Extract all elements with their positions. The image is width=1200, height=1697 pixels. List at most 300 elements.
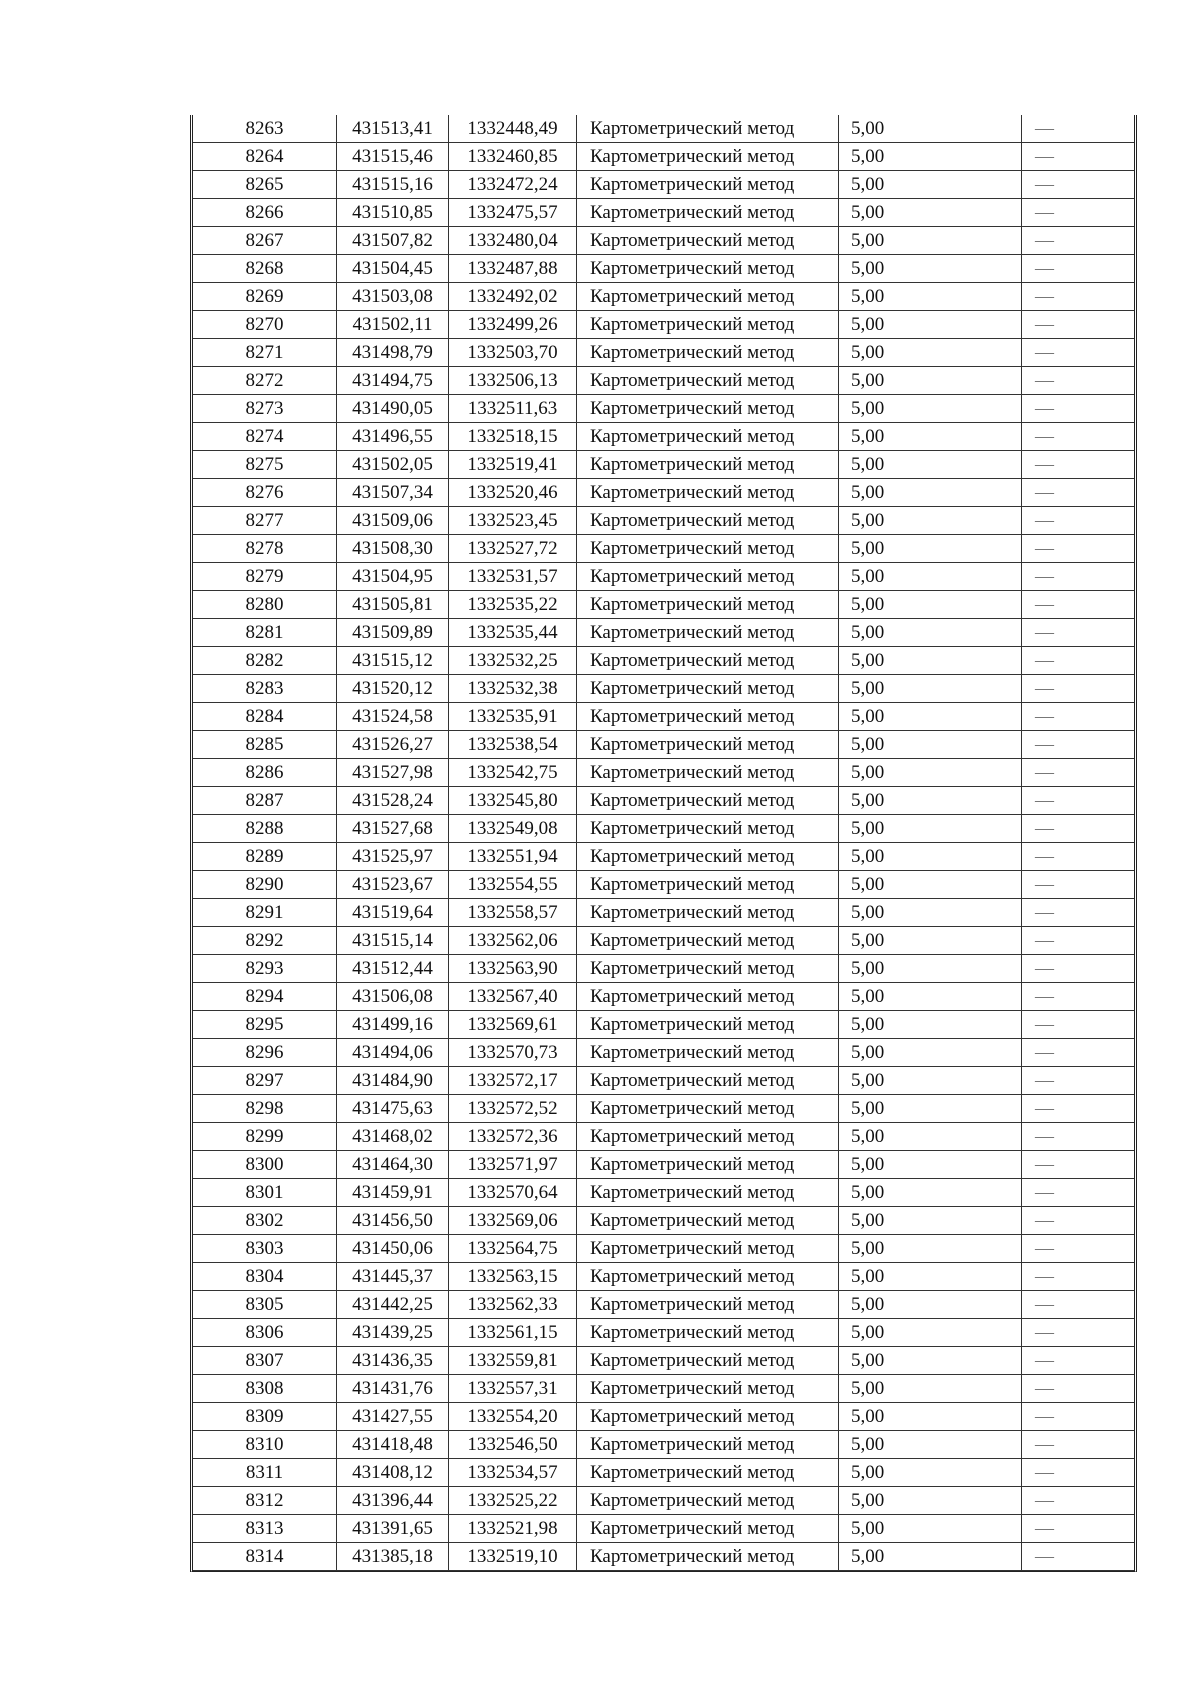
table-row	[193, 171, 1134, 199]
x-coordinate-cell: 431503,08	[337, 283, 449, 311]
point-number-cell: 8273	[193, 395, 337, 423]
description-cell: —	[1022, 1179, 1135, 1207]
table-row	[193, 983, 1134, 1011]
accuracy-cell: 5,00	[839, 367, 1022, 395]
method-cell: Картометрический метод	[577, 927, 839, 955]
method-cell: Картометрический метод	[577, 955, 839, 983]
method-cell: Картометрический метод	[577, 1431, 839, 1459]
y-coordinate-cell: 1332532,25	[449, 647, 577, 675]
description-cell: —	[1022, 1151, 1135, 1179]
coordinates-table	[193, 115, 1134, 1571]
point-number-cell: 8281	[193, 619, 337, 647]
point-number-cell: 8283	[193, 675, 337, 703]
y-coordinate-cell: 1332558,57	[449, 899, 577, 927]
table-row	[193, 927, 1134, 955]
accuracy-cell: 5,00	[839, 843, 1022, 871]
method-cell: Картометрический метод	[577, 1151, 839, 1179]
table-row	[193, 1011, 1134, 1039]
y-coordinate-cell: 1332561,15	[449, 1319, 577, 1347]
table-row	[193, 339, 1134, 367]
table-row	[193, 1431, 1134, 1459]
point-number-cell: 8307	[193, 1347, 337, 1375]
accuracy-cell: 5,00	[839, 1067, 1022, 1095]
y-coordinate-cell: 1332511,63	[449, 395, 577, 423]
point-number-cell: 8277	[193, 507, 337, 535]
x-coordinate-cell: 431528,24	[337, 787, 449, 815]
accuracy-cell: 5,00	[839, 983, 1022, 1011]
point-number-cell: 8310	[193, 1431, 337, 1459]
method-cell: Картометрический метод	[577, 899, 839, 927]
point-number-cell: 8263	[193, 115, 337, 143]
y-coordinate-cell: 1332472,24	[449, 171, 577, 199]
point-number-cell: 8304	[193, 1263, 337, 1291]
description-cell: —	[1022, 395, 1135, 423]
accuracy-cell: 5,00	[839, 1375, 1022, 1403]
x-coordinate-cell: 431502,11	[337, 311, 449, 339]
x-coordinate-cell: 431442,25	[337, 1291, 449, 1319]
x-coordinate-cell: 431515,16	[337, 171, 449, 199]
y-coordinate-cell: 1332563,90	[449, 955, 577, 983]
accuracy-cell: 5,00	[839, 1263, 1022, 1291]
x-coordinate-cell: 431484,90	[337, 1067, 449, 1095]
table-row	[193, 1235, 1134, 1263]
method-cell: Картометрический метод	[577, 507, 839, 535]
description-cell: —	[1022, 843, 1135, 871]
point-number-cell: 8288	[193, 815, 337, 843]
point-number-cell: 8308	[193, 1375, 337, 1403]
table-row	[193, 115, 1134, 143]
table-row	[193, 1067, 1134, 1095]
method-cell: Картометрический метод	[577, 1291, 839, 1319]
description-cell: —	[1022, 199, 1135, 227]
table-row	[193, 367, 1134, 395]
table-row	[193, 1347, 1134, 1375]
accuracy-cell: 5,00	[839, 507, 1022, 535]
method-cell: Картометрический метод	[577, 535, 839, 563]
x-coordinate-cell: 431450,06	[337, 1235, 449, 1263]
point-number-cell: 8294	[193, 983, 337, 1011]
description-cell: —	[1022, 675, 1135, 703]
x-coordinate-cell: 431524,58	[337, 703, 449, 731]
x-coordinate-cell: 431496,55	[337, 423, 449, 451]
method-cell: Картометрический метод	[577, 199, 839, 227]
point-number-cell: 8300	[193, 1151, 337, 1179]
accuracy-cell: 5,00	[839, 171, 1022, 199]
table-row	[193, 815, 1134, 843]
y-coordinate-cell: 1332531,57	[449, 563, 577, 591]
accuracy-cell: 5,00	[839, 1179, 1022, 1207]
method-cell: Картометрический метод	[577, 423, 839, 451]
x-coordinate-cell: 431507,34	[337, 479, 449, 507]
description-cell: —	[1022, 507, 1135, 535]
method-cell: Картометрический метод	[577, 563, 839, 591]
table-row	[193, 1291, 1134, 1319]
table-row	[193, 1319, 1134, 1347]
point-number-cell: 8284	[193, 703, 337, 731]
method-cell: Картометрический метод	[577, 1207, 839, 1235]
point-number-cell: 8309	[193, 1403, 337, 1431]
description-cell: —	[1022, 451, 1135, 479]
method-cell: Картометрический метод	[577, 787, 839, 815]
accuracy-cell: 5,00	[839, 563, 1022, 591]
point-number-cell: 8287	[193, 787, 337, 815]
table-row	[193, 703, 1134, 731]
accuracy-cell: 5,00	[839, 143, 1022, 171]
method-cell: Картометрический метод	[577, 171, 839, 199]
point-number-cell: 8297	[193, 1067, 337, 1095]
table-row	[193, 1095, 1134, 1123]
x-coordinate-cell: 431509,89	[337, 619, 449, 647]
y-coordinate-cell: 1332564,75	[449, 1235, 577, 1263]
table-row	[193, 507, 1134, 535]
table-row	[193, 1459, 1134, 1487]
description-cell: —	[1022, 927, 1135, 955]
point-number-cell: 8275	[193, 451, 337, 479]
x-coordinate-cell: 431456,50	[337, 1207, 449, 1235]
y-coordinate-cell: 1332572,52	[449, 1095, 577, 1123]
table-row	[193, 899, 1134, 927]
accuracy-cell: 5,00	[839, 675, 1022, 703]
y-coordinate-cell: 1332492,02	[449, 283, 577, 311]
table-row	[193, 563, 1134, 591]
method-cell: Картометрический метод	[577, 703, 839, 731]
y-coordinate-cell: 1332503,70	[449, 339, 577, 367]
accuracy-cell: 5,00	[839, 199, 1022, 227]
y-coordinate-cell: 1332545,80	[449, 787, 577, 815]
accuracy-cell: 5,00	[839, 1347, 1022, 1375]
point-number-cell: 8301	[193, 1179, 337, 1207]
point-number-cell: 8265	[193, 171, 337, 199]
point-number-cell: 8279	[193, 563, 337, 591]
description-cell: —	[1022, 899, 1135, 927]
description-cell: —	[1022, 423, 1135, 451]
accuracy-cell: 5,00	[839, 1235, 1022, 1263]
table-row	[193, 619, 1134, 647]
accuracy-cell: 5,00	[839, 955, 1022, 983]
point-number-cell: 8280	[193, 591, 337, 619]
x-coordinate-cell: 431385,18	[337, 1543, 449, 1571]
x-coordinate-cell: 431436,35	[337, 1347, 449, 1375]
y-coordinate-cell: 1332480,04	[449, 227, 577, 255]
table-row	[193, 479, 1134, 507]
accuracy-cell: 5,00	[839, 1011, 1022, 1039]
method-cell: Картометрический метод	[577, 759, 839, 787]
method-cell: Картометрический метод	[577, 675, 839, 703]
method-cell: Картометрический метод	[577, 311, 839, 339]
description-cell: —	[1022, 255, 1135, 283]
description-cell: —	[1022, 1067, 1135, 1095]
y-coordinate-cell: 1332532,38	[449, 675, 577, 703]
method-cell: Картометрический метод	[577, 1039, 839, 1067]
x-coordinate-cell: 431468,02	[337, 1123, 449, 1151]
table-row	[193, 731, 1134, 759]
y-coordinate-cell: 1332525,22	[449, 1487, 577, 1515]
description-cell: —	[1022, 1207, 1135, 1235]
accuracy-cell: 5,00	[839, 1487, 1022, 1515]
method-cell: Картометрический метод	[577, 1263, 839, 1291]
description-cell: —	[1022, 171, 1135, 199]
x-coordinate-cell: 431527,68	[337, 815, 449, 843]
point-number-cell: 8285	[193, 731, 337, 759]
y-coordinate-cell: 1332519,41	[449, 451, 577, 479]
x-coordinate-cell: 431515,12	[337, 647, 449, 675]
accuracy-cell: 5,00	[839, 703, 1022, 731]
description-cell: —	[1022, 647, 1135, 675]
accuracy-cell: 5,00	[839, 619, 1022, 647]
table-row	[193, 1207, 1134, 1235]
x-coordinate-cell: 431505,81	[337, 591, 449, 619]
accuracy-cell: 5,00	[839, 227, 1022, 255]
description-cell: —	[1022, 563, 1135, 591]
x-coordinate-cell: 431510,85	[337, 199, 449, 227]
table-row	[193, 871, 1134, 899]
accuracy-cell: 5,00	[839, 591, 1022, 619]
accuracy-cell: 5,00	[839, 1403, 1022, 1431]
method-cell: Картометрический метод	[577, 1347, 839, 1375]
point-number-cell: 8311	[193, 1459, 337, 1487]
y-coordinate-cell: 1332559,81	[449, 1347, 577, 1375]
accuracy-cell: 5,00	[839, 1543, 1022, 1571]
y-coordinate-cell: 1332534,57	[449, 1459, 577, 1487]
y-coordinate-cell: 1332518,15	[449, 423, 577, 451]
description-cell: —	[1022, 983, 1135, 1011]
table-row	[193, 675, 1134, 703]
description-cell: —	[1022, 591, 1135, 619]
accuracy-cell: 5,00	[839, 311, 1022, 339]
point-number-cell: 8272	[193, 367, 337, 395]
description-cell: —	[1022, 535, 1135, 563]
point-number-cell: 8268	[193, 255, 337, 283]
table-row	[193, 451, 1134, 479]
x-coordinate-cell: 431391,65	[337, 1515, 449, 1543]
y-coordinate-cell: 1332569,61	[449, 1011, 577, 1039]
method-cell: Картометрический метод	[577, 1123, 839, 1151]
accuracy-cell: 5,00	[839, 115, 1022, 143]
method-cell: Картометрический метод	[577, 1095, 839, 1123]
accuracy-cell: 5,00	[839, 731, 1022, 759]
table-row	[193, 423, 1134, 451]
accuracy-cell: 5,00	[839, 255, 1022, 283]
table-row	[193, 143, 1134, 171]
x-coordinate-cell: 431509,06	[337, 507, 449, 535]
description-cell: —	[1022, 1291, 1135, 1319]
table-row	[193, 591, 1134, 619]
method-cell: Картометрический метод	[577, 1543, 839, 1571]
table-row	[193, 255, 1134, 283]
y-coordinate-cell: 1332557,31	[449, 1375, 577, 1403]
method-cell: Картометрический метод	[577, 367, 839, 395]
accuracy-cell: 5,00	[839, 1039, 1022, 1067]
table-row	[193, 199, 1134, 227]
x-coordinate-cell: 431418,48	[337, 1431, 449, 1459]
description-cell: —	[1022, 955, 1135, 983]
y-coordinate-cell: 1332519,10	[449, 1543, 577, 1571]
method-cell: Картометрический метод	[577, 1319, 839, 1347]
method-cell: Картометрический метод	[577, 339, 839, 367]
accuracy-cell: 5,00	[839, 479, 1022, 507]
table-row	[193, 535, 1134, 563]
y-coordinate-cell: 1332535,91	[449, 703, 577, 731]
y-coordinate-cell: 1332554,20	[449, 1403, 577, 1431]
description-cell: —	[1022, 1543, 1135, 1571]
x-coordinate-cell: 431525,97	[337, 843, 449, 871]
accuracy-cell: 5,00	[839, 787, 1022, 815]
accuracy-cell: 5,00	[839, 535, 1022, 563]
y-coordinate-cell: 1332562,06	[449, 927, 577, 955]
point-number-cell: 8282	[193, 647, 337, 675]
accuracy-cell: 5,00	[839, 451, 1022, 479]
description-cell: —	[1022, 1263, 1135, 1291]
x-coordinate-cell: 431475,63	[337, 1095, 449, 1123]
method-cell: Картометрический метод	[577, 815, 839, 843]
y-coordinate-cell: 1332549,08	[449, 815, 577, 843]
method-cell: Картометрический метод	[577, 731, 839, 759]
accuracy-cell: 5,00	[839, 339, 1022, 367]
method-cell: Картометрический метод	[577, 1375, 839, 1403]
method-cell: Картометрический метод	[577, 591, 839, 619]
x-coordinate-cell: 431512,44	[337, 955, 449, 983]
accuracy-cell: 5,00	[839, 815, 1022, 843]
description-cell: —	[1022, 1403, 1135, 1431]
x-coordinate-cell: 431513,41	[337, 115, 449, 143]
x-coordinate-cell: 431427,55	[337, 1403, 449, 1431]
method-cell: Картометрический метод	[577, 1011, 839, 1039]
accuracy-cell: 5,00	[839, 1207, 1022, 1235]
y-coordinate-cell: 1332506,13	[449, 367, 577, 395]
x-coordinate-cell: 431515,14	[337, 927, 449, 955]
description-cell: —	[1022, 143, 1135, 171]
y-coordinate-cell: 1332571,97	[449, 1151, 577, 1179]
description-cell: —	[1022, 1319, 1135, 1347]
description-cell: —	[1022, 227, 1135, 255]
table-row	[193, 1263, 1134, 1291]
x-coordinate-cell: 431459,91	[337, 1179, 449, 1207]
method-cell: Картометрический метод	[577, 451, 839, 479]
accuracy-cell: 5,00	[839, 871, 1022, 899]
x-coordinate-cell: 431526,27	[337, 731, 449, 759]
y-coordinate-cell: 1332535,44	[449, 619, 577, 647]
x-coordinate-cell: 431396,44	[337, 1487, 449, 1515]
y-coordinate-cell: 1332523,45	[449, 507, 577, 535]
description-cell: —	[1022, 703, 1135, 731]
method-cell: Картометрический метод	[577, 395, 839, 423]
accuracy-cell: 5,00	[839, 1095, 1022, 1123]
description-cell: —	[1022, 1011, 1135, 1039]
accuracy-cell: 5,00	[839, 1515, 1022, 1543]
x-coordinate-cell: 431490,05	[337, 395, 449, 423]
method-cell: Картометрический метод	[577, 871, 839, 899]
x-coordinate-cell: 431498,79	[337, 339, 449, 367]
point-number-cell: 8276	[193, 479, 337, 507]
description-cell: —	[1022, 1515, 1135, 1543]
x-coordinate-cell: 431504,45	[337, 255, 449, 283]
method-cell: Картометрический метод	[577, 255, 839, 283]
x-coordinate-cell: 431464,30	[337, 1151, 449, 1179]
x-coordinate-cell: 431520,12	[337, 675, 449, 703]
y-coordinate-cell: 1332572,36	[449, 1123, 577, 1151]
description-cell: —	[1022, 871, 1135, 899]
x-coordinate-cell: 431523,67	[337, 871, 449, 899]
x-coordinate-cell: 431502,05	[337, 451, 449, 479]
accuracy-cell: 5,00	[839, 1123, 1022, 1151]
y-coordinate-cell: 1332542,75	[449, 759, 577, 787]
table-row	[193, 1403, 1134, 1431]
table-row	[193, 1151, 1134, 1179]
method-cell: Картометрический метод	[577, 619, 839, 647]
method-cell: Картометрический метод	[577, 1403, 839, 1431]
description-cell: —	[1022, 1123, 1135, 1151]
method-cell: Картометрический метод	[577, 115, 839, 143]
table-row	[193, 1179, 1134, 1207]
description-cell: —	[1022, 1459, 1135, 1487]
x-coordinate-cell: 431519,64	[337, 899, 449, 927]
x-coordinate-cell: 431445,37	[337, 1263, 449, 1291]
table-row	[193, 759, 1134, 787]
description-cell: —	[1022, 1431, 1135, 1459]
description-cell: —	[1022, 1039, 1135, 1067]
y-coordinate-cell: 1332527,72	[449, 535, 577, 563]
x-coordinate-cell: 431499,16	[337, 1011, 449, 1039]
y-coordinate-cell: 1332538,54	[449, 731, 577, 759]
y-coordinate-cell: 1332570,64	[449, 1179, 577, 1207]
x-coordinate-cell: 431494,75	[337, 367, 449, 395]
point-number-cell: 8267	[193, 227, 337, 255]
description-cell: —	[1022, 283, 1135, 311]
y-coordinate-cell: 1332546,50	[449, 1431, 577, 1459]
table-row	[193, 787, 1134, 815]
point-number-cell: 8290	[193, 871, 337, 899]
y-coordinate-cell: 1332570,73	[449, 1039, 577, 1067]
description-cell: —	[1022, 731, 1135, 759]
description-cell: —	[1022, 787, 1135, 815]
method-cell: Картометрический метод	[577, 1179, 839, 1207]
point-number-cell: 8303	[193, 1235, 337, 1263]
description-cell: —	[1022, 619, 1135, 647]
accuracy-cell: 5,00	[839, 1291, 1022, 1319]
table-row	[193, 1123, 1134, 1151]
method-cell: Картометрический метод	[577, 1487, 839, 1515]
y-coordinate-cell: 1332554,55	[449, 871, 577, 899]
y-coordinate-cell: 1332535,22	[449, 591, 577, 619]
method-cell: Картометрический метод	[577, 479, 839, 507]
method-cell: Картометрический метод	[577, 647, 839, 675]
y-coordinate-cell: 1332562,33	[449, 1291, 577, 1319]
y-coordinate-cell: 1332460,85	[449, 143, 577, 171]
point-number-cell: 8274	[193, 423, 337, 451]
y-coordinate-cell: 1332475,57	[449, 199, 577, 227]
description-cell: —	[1022, 115, 1135, 143]
method-cell: Картометрический метод	[577, 1235, 839, 1263]
table-row	[193, 227, 1134, 255]
method-cell: Картометрический метод	[577, 1515, 839, 1543]
table-row	[193, 1039, 1134, 1067]
point-number-cell: 8298	[193, 1095, 337, 1123]
description-cell: —	[1022, 1375, 1135, 1403]
point-number-cell: 8312	[193, 1487, 337, 1515]
point-number-cell: 8278	[193, 535, 337, 563]
x-coordinate-cell: 431527,98	[337, 759, 449, 787]
description-cell: —	[1022, 1235, 1135, 1263]
point-number-cell: 8295	[193, 1011, 337, 1039]
point-number-cell: 8291	[193, 899, 337, 927]
point-number-cell: 8286	[193, 759, 337, 787]
accuracy-cell: 5,00	[839, 647, 1022, 675]
description-cell: —	[1022, 339, 1135, 367]
table-row	[193, 647, 1134, 675]
y-coordinate-cell: 1332520,46	[449, 479, 577, 507]
method-cell: Картометрический метод	[577, 843, 839, 871]
point-number-cell: 8292	[193, 927, 337, 955]
